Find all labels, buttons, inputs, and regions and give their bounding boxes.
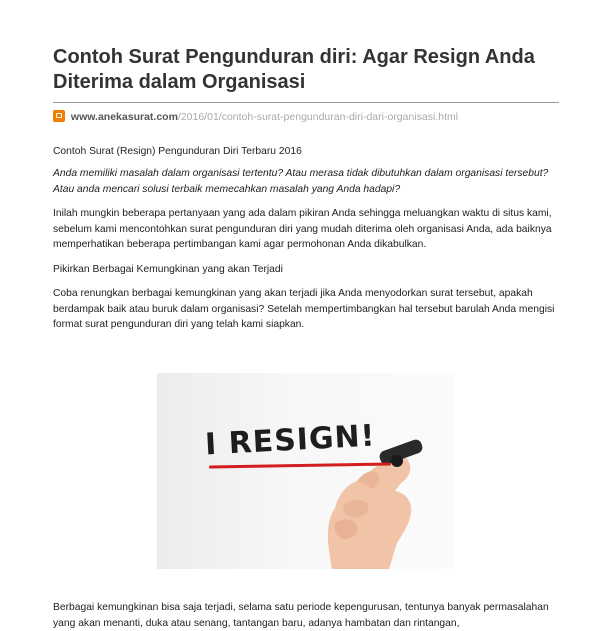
title-divider xyxy=(53,102,559,103)
paragraph-questions: Anda memiliki masalah dalam organisasi tertentu? Atau merasa tidak dibutuhkan dalam organisasi tersebut? Atau anda mencari solusi terbaik memecahkan masalah yang Anda hadapi? xyxy=(53,168,549,195)
document-title: Contoh Surat Pengunduran diri: Agar Resign Anda Diterima dalam Organisasi xyxy=(53,46,535,93)
source-domain[interactable]: www.anekasurat.com xyxy=(70,111,178,123)
source-line[interactable] xyxy=(53,110,458,124)
paragraph-consider: Coba renungkan berbagai kemungkinan yang akan terjadi jika Anda menyodorkan surat tersebut, apakah berdampak baik atau buruk dalam organisasi? Setelah mempertimbangkan hal tersebut barulah Anda mengisi format surat pengunduran diri yang telah kami siapkan. xyxy=(53,288,555,330)
paragraph-heading: Pikirkan Berbagai Kemungkinan yang akan Terjadi xyxy=(53,264,283,275)
paragraph-possibilities: Berbagai kemungkinan bisa saja terjadi, selama satu periode kepengurusan, tentunya banyak permasalahan yang akan menanti, duka atau senang, tantangan baru, adanya hambatan dan rintangan, xyxy=(53,602,549,629)
paragraph-context: Inilah mungkin beberapa pertanyaan yang ada dalam pikiran Anda sehingga meluangkan waktu di situs kami, sebelum kami mencontohkan surat pengunduran diri yang mudah diterima oleh organisasi Anda, ada baiknya memperhatikan beberapa pertimbangan kami agar permohonan Anda dikabulkan. xyxy=(53,208,552,250)
blogger-icon xyxy=(53,110,65,122)
source-path[interactable]: /2016/01/contoh-surat-pengunduran-diri-dari-organisasi.html xyxy=(177,111,459,123)
resign-image xyxy=(157,373,453,569)
resign-text: I RESIGN! xyxy=(204,418,377,463)
paragraph-intro: Contoh Surat (Resign) Pengunduran Diri Terbaru 2016 xyxy=(53,146,302,157)
hand-illustration xyxy=(157,373,453,569)
